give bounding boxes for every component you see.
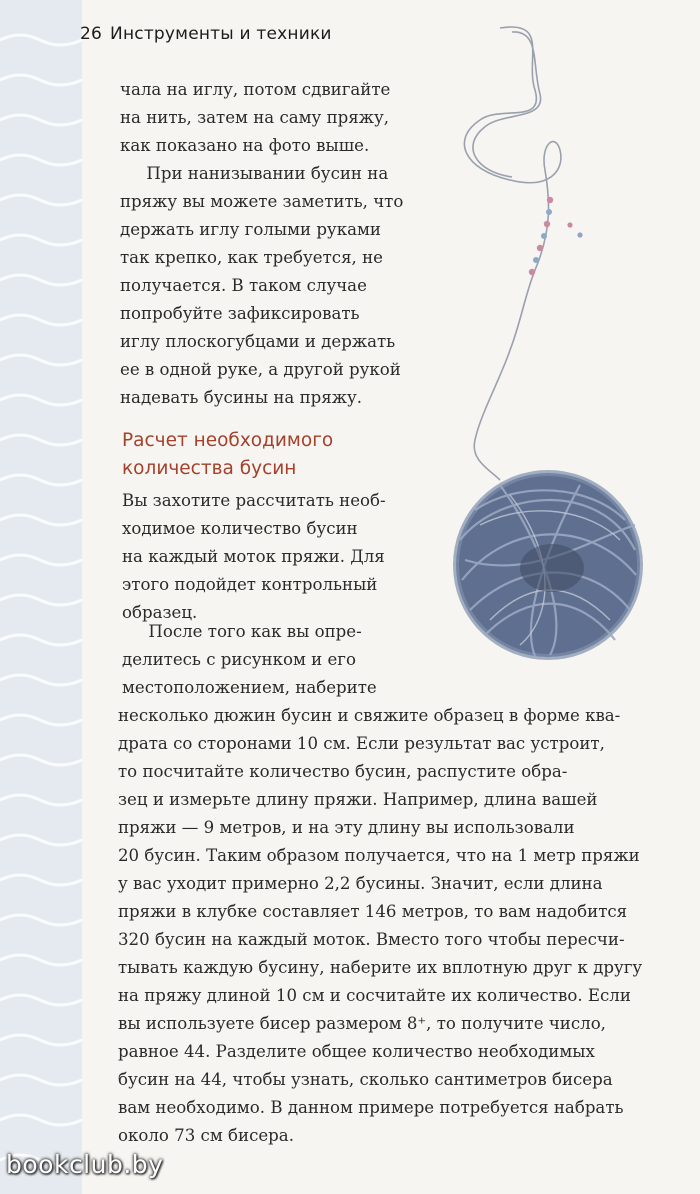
wavy-margin-band: [0, 0, 82, 1194]
paragraph-2: Вы захотите рассчитать необ- ходимое количество бусин на каждый моток пряжи. Для этого подойдет контрольный образец.: [122, 491, 386, 622]
yarn-ball: [456, 473, 640, 657]
page-number: 26: [80, 24, 103, 44]
running-header: [80, 24, 332, 44]
section-heading: Расчет необходимого количества бусин: [122, 430, 334, 479]
paragraph-3: После того как вы опре- делитесь с рисунком и его местоположением, наберите: [122, 622, 377, 697]
paragraph-4: несколько дюжин бусин и свяжите образец в форме ква- драта со сторонами 10 см. Если результат вас устроит, то посчитайте количество бусин, распустите обра- зец и измерьте длину пряжи. Например, длина вашей пряжи — 9 метров, и на эту длину вы использовали 20 бусин. Таким образом получается, что на 1 метр пряжи у вас уходит примерно 2,2 бусины. Значит, если длина пряжи в клубке составляет 146 метров, то вам надобится 320 бусин на каждый моток. Вместо того чтобы пересчи- тывать каждую бусину, наберите их вплотную друг к другу на пряжу длиной 10 см и сосчитайте их количество. Если вы используете бисер размером 8⁺, то получите число, равное 44. Разделите общее количество необходимых бусин на 44, чтобы узнать, сколько сантиметров бисера вам необходимо. В данном примере потребуется набрать около 73 см бисера.: [118, 706, 643, 1145]
chapter-title: Инструменты и техники: [110, 24, 332, 44]
paragraph-1: чала на иглу, потом сдвигайте на нить, затем на саму пряжу, как показано на фото выше. При нанизывании бусин на пряжу вы можете заметить, что держать иглу голыми руками так крепко, как требуется, не получается. В таком случае попробуйте зафиксировать иглу плоскогубцами и держать ее в одной руке, а другой рукой надевать бусины на пряжу.: [120, 80, 404, 407]
watermark: bookclub.by: [6, 1150, 164, 1179]
yarn-strand: [464, 27, 561, 480]
wave-pattern: [0, 0, 82, 1194]
yarn-ball-illustration: [440, 20, 695, 660]
